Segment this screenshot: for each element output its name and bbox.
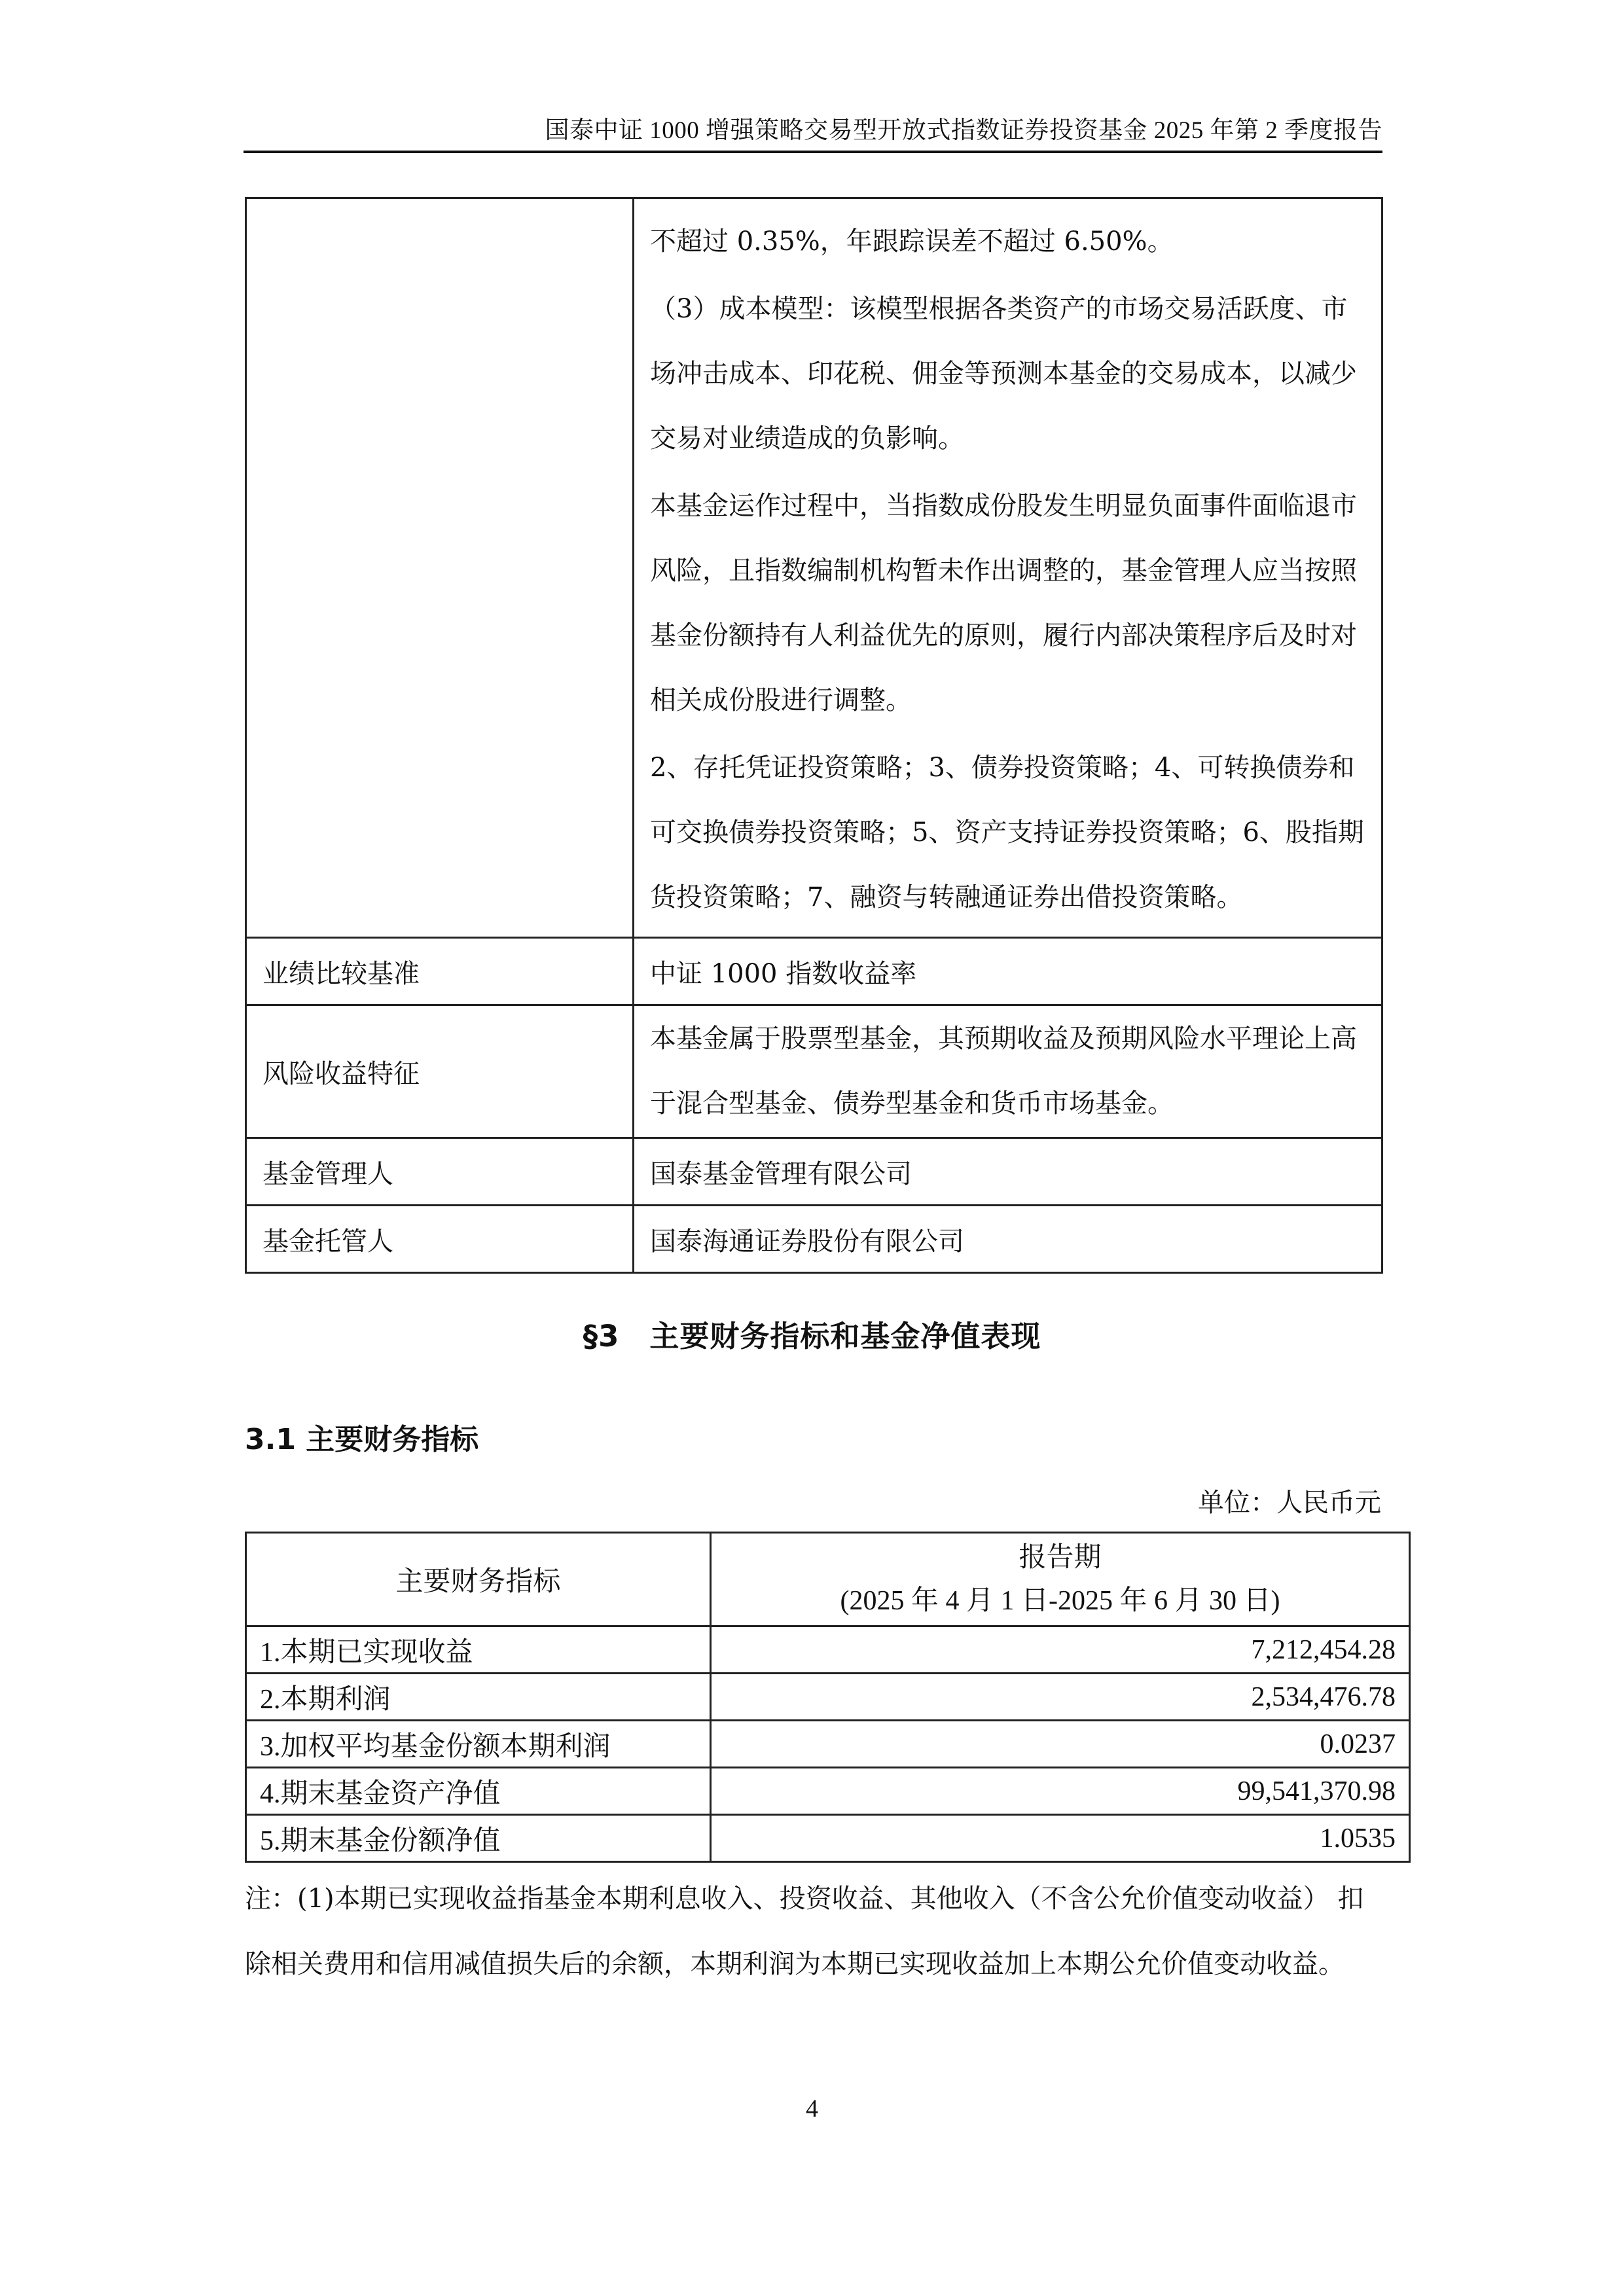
table-row [246, 1768, 1410, 1815]
strategy-label-cell [246, 198, 634, 938]
row-label: 风险收益特征 [246, 1005, 634, 1138]
table-row [246, 1815, 1410, 1862]
indicator-value: 99,541,370.98 [711, 1768, 1410, 1815]
benchmark-row [246, 938, 1382, 1005]
manager-row [246, 1138, 1382, 1206]
table-note: 注：(1)本期已实现收益指基金本期利息收入、投资收益、其他收入（不含公允价值变动收益） 扣除相关费用和信用减值损失后的余额，本期利润为本期已实现收益加上本期公允价值变动收益。 [245, 1884, 1364, 1979]
column-header-period [711, 1533, 1410, 1626]
custodian-row [246, 1206, 1382, 1273]
risk-text: 本基金属于股票型基金，其预期收益及预期风险水平理论上高于混合型基金、债券型基金和货币市场基金。 [650, 1024, 1357, 1119]
strategy-row [246, 198, 1382, 938]
strategy-paragraph: 本基金运作过程中，当指数成份股发生明显负面事件面临退市风险，且指数编制机构暂未作出调整的，基金管理人应当按照基金份额持有人利益优先的原则，履行内部决策程序后及时对相关成份股进行调整。 [650, 491, 1357, 715]
row-value: 中证 1000 指数收益率 [634, 938, 1382, 1005]
row-value: 国泰基金管理有限公司 [634, 1138, 1382, 1206]
row-value: 国泰海通证券股份有限公司 [634, 1206, 1382, 1273]
indicator-value: 1.0535 [711, 1815, 1410, 1862]
financial-indicators-table [245, 1532, 1411, 1863]
risk-return-row [246, 1005, 1382, 1138]
unit-label: 单位：人民币元 [1198, 1488, 1381, 1518]
subsection-title: 3.1 主要财务指标 [245, 1423, 479, 1456]
fund-overview-table [245, 197, 1383, 1274]
column-header: 主要财务指标 [246, 1533, 711, 1626]
period-range: (2025 年 4 月 1 日-2025 年 6 月 30 日) [840, 1586, 1280, 1616]
row-label: 基金托管人 [246, 1206, 634, 1273]
row-label: 业绩比较基准 [246, 938, 634, 1005]
strategy-paragraph: （3）成本模型：该模型根据各类资产的市场交易活跃度、市场冲击成本、印花税、佣金等预测本基金的交易成本，以减少交易对业绩造成的负影响。 [650, 294, 1357, 454]
table-row [246, 1626, 1410, 1674]
table-row [246, 1674, 1410, 1721]
indicator-value: 2,534,476.78 [711, 1674, 1410, 1721]
indicator-name: 4.期末基金资产净值 [246, 1768, 711, 1815]
strategy-paragraph: 不超过 0.35%，年跟踪误差不超过 6.50%。 [650, 226, 1174, 257]
indicator-value: 0.0237 [711, 1721, 1410, 1768]
period-label: 报告期 [1019, 1543, 1102, 1573]
table-header-row [246, 1533, 1410, 1626]
indicator-name: 3.加权平均基金份额本期利润 [246, 1721, 711, 1768]
indicator-name: 5.期末基金份额净值 [246, 1815, 711, 1862]
strategy-text-cell [634, 198, 1382, 938]
row-label: 基金管理人 [246, 1138, 634, 1206]
indicator-name: 1.本期已实现收益 [246, 1626, 711, 1674]
table-row [246, 1721, 1410, 1768]
indicator-name: 2.本期利润 [246, 1674, 711, 1721]
page-header [244, 110, 1382, 153]
section-title: §3 主要财务指标和基金净值表现 [583, 1319, 1041, 1354]
strategy-paragraph: 2、存托凭证投资策略；3、债券投资策略；4、可转换债券和可交换债券投资策略；5、资产支持证券投资策略；6、股指期货投资策略；7、融资与转融通证券出借投资策略。 [650, 753, 1364, 912]
indicator-value: 7,212,454.28 [711, 1626, 1410, 1674]
header-title: 国泰中证 1000 增强策略交易型开放式指数证券投资基金 2025 年第 2 季度报告 [545, 117, 1382, 144]
page-number: 4 [806, 2095, 818, 2123]
row-value [634, 1005, 1382, 1138]
